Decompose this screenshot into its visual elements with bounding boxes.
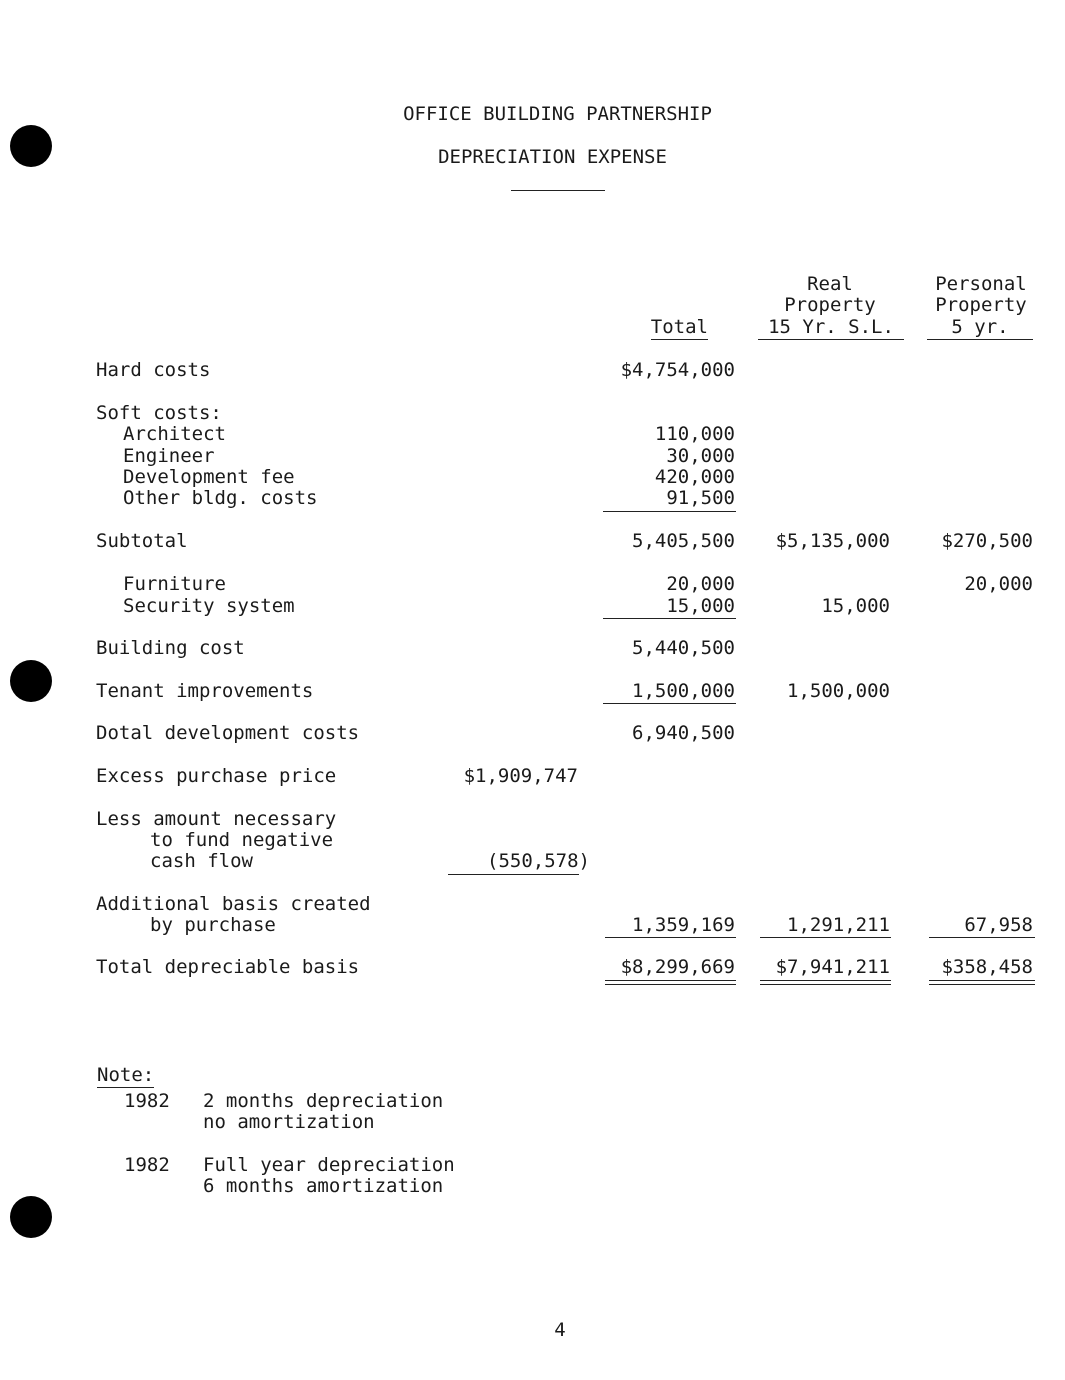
additional-basis-line1: Additional basis created [96, 893, 371, 915]
tenant-improvements-label: Tenant improvements [96, 680, 314, 702]
building-cost-total: 5,440,500 [632, 637, 735, 659]
furniture-personal: 20,000 [964, 573, 1033, 595]
development-fee-label: Development fee [123, 466, 295, 488]
security-system-real: 15,000 [821, 595, 890, 617]
total-basis-total-rule-2 [605, 984, 736, 985]
other-bldg-costs-total: 91,500 [666, 487, 735, 509]
col-personal-line2: Property [935, 294, 1027, 316]
additional-basis-real: 1,291,211 [787, 914, 890, 936]
total-depreciable-basis-real: $7,941,211 [775, 956, 890, 978]
less-amount-rule [448, 874, 579, 875]
note-year-1: 1982 [124, 1090, 170, 1112]
additional-basis-line2: by purchase [150, 914, 276, 936]
less-amount-value: (550,578) [487, 850, 590, 872]
less-amount-line3: cash flow [150, 850, 253, 872]
title-rule [511, 190, 605, 191]
tenant-rule [603, 703, 736, 704]
furniture-total: 20,000 [666, 573, 735, 595]
additional-basis-real-rule [760, 937, 891, 938]
tenant-improvements-real: 1,500,000 [787, 680, 890, 702]
subtotal-label: Subtotal [96, 530, 188, 552]
total-depreciable-basis-personal: $358,458 [941, 956, 1033, 978]
total-basis-personal-rule-1 [929, 980, 1035, 981]
other-bldg-costs-label: Other bldg. costs [123, 487, 318, 509]
total-development-costs-total: 6,940,500 [632, 722, 735, 744]
total-depreciable-basis-total: $8,299,669 [620, 956, 735, 978]
less-amount-line2: to fund negative [150, 829, 334, 851]
note-year-2: 1982 [124, 1154, 170, 1176]
total-depreciable-basis-label: Total depreciable basis [96, 956, 360, 978]
additional-basis-personal: 67,958 [964, 914, 1033, 936]
document-subtitle: DEPRECIATION EXPENSE [438, 146, 667, 168]
soft-costs-rule [603, 511, 736, 512]
total-development-costs-label: Dotal development costs [96, 722, 360, 744]
total-basis-total-rule-1 [605, 980, 736, 981]
less-amount-line1: Less amount necessary [96, 808, 337, 830]
additional-basis-personal-rule [929, 937, 1035, 938]
col-personal-line1: Personal [935, 273, 1027, 295]
building-cost-label: Building cost [96, 637, 245, 659]
note-line-1b: no amortization [203, 1111, 375, 1133]
engineer-label: Engineer [123, 445, 215, 467]
architect-label: Architect [123, 423, 226, 445]
architect-total: 110,000 [654, 423, 735, 445]
additional-basis-total: 1,359,169 [632, 914, 735, 936]
additional-basis-total-rule [605, 937, 736, 938]
tenant-improvements-total: 1,500,000 [632, 680, 735, 702]
note-line-1a: 2 months depreciation [203, 1090, 444, 1112]
note-line-2b: 6 months amortization [203, 1175, 444, 1197]
excess-purchase-price-label: Excess purchase price [96, 765, 337, 787]
furniture-label: Furniture [123, 573, 226, 595]
punch-hole-middle [10, 660, 52, 702]
hard-costs-total: $4,754,000 [620, 359, 735, 381]
col-real-line1: Real [807, 273, 853, 295]
col-real-line2: Property [784, 294, 876, 316]
punch-hole-bottom [10, 1196, 52, 1238]
security-system-label: Security system [123, 595, 295, 617]
development-fee-total: 420,000 [654, 466, 735, 488]
hard-costs-label: Hard costs [96, 359, 211, 381]
security-rule [603, 618, 736, 619]
engineer-total: 30,000 [666, 445, 735, 467]
document-title: OFFICE BUILDING PARTNERSHIP [403, 103, 712, 125]
note-heading: Note: [97, 1064, 155, 1086]
soft-costs-heading: Soft costs: [96, 402, 222, 424]
col-personal-line3: 5 yr. [927, 317, 1033, 340]
page-number: 4 [554, 1319, 566, 1341]
security-system-total: 15,000 [666, 595, 735, 617]
total-basis-real-rule-1 [760, 980, 891, 981]
note-line-2a: Full year depreciation [203, 1154, 455, 1176]
total-basis-personal-rule-2 [929, 984, 1035, 985]
col-real-line3: 15 Yr. S.L. [758, 317, 904, 340]
col-total-header: Total [650, 316, 708, 338]
subtotal-personal: $270,500 [941, 530, 1033, 552]
subtotal-total: 5,405,500 [632, 530, 735, 552]
excess-purchase-price-value: $1,909,747 [463, 765, 578, 787]
subtotal-real: $5,135,000 [775, 530, 890, 552]
total-basis-real-rule-2 [760, 984, 891, 985]
